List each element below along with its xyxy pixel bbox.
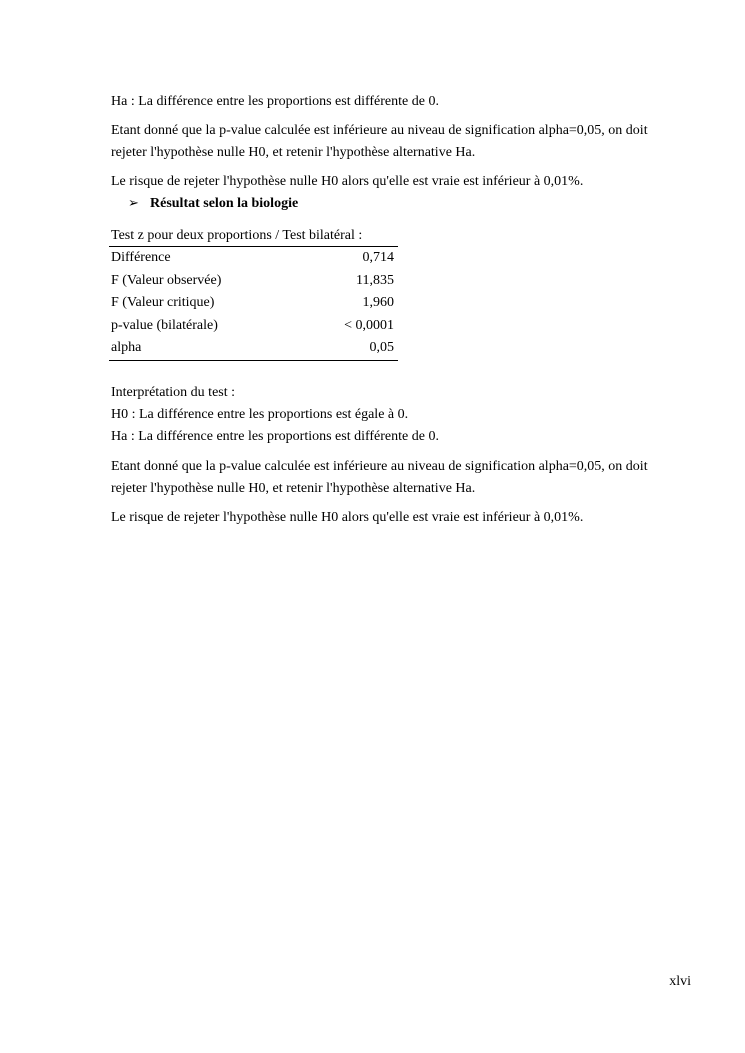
row-value: 1,960: [362, 295, 394, 311]
section-heading: [128, 195, 298, 213]
table-caption: Test z pour deux proportions / Test bilatéral :: [109, 227, 398, 247]
conclusion-line-1: Etant donné que la p-value calculée est inférieure au niveau de signification alpha=0,05, on doit: [111, 123, 648, 138]
row-value: 11,835: [356, 272, 394, 288]
table-row: [109, 247, 398, 270]
table-row: [109, 315, 398, 338]
row-value: 0,05: [369, 340, 394, 356]
risk-statement-2: Le risque de rejeter l'hypothèse nulle H0 alors qu'elle est vraie est inférieur à 0,01%.: [111, 510, 584, 525]
row-label: F (Valeur observée): [111, 272, 222, 288]
row-label: F (Valeur critique): [111, 295, 215, 311]
row-value: 0,714: [362, 250, 394, 265]
section-heading-text: Résultat selon la biologie: [150, 196, 299, 211]
conclusion-line-2-b: rejeter l'hypothèse nulle H0, et retenir l'hypothèse alternative Ha.: [111, 481, 476, 496]
table-row: [109, 292, 398, 315]
conclusion-line-1-b: Etant donné que la p-value calculée est inférieure au niveau de signification alpha=0,05, on doit: [111, 459, 648, 474]
row-label: alpha: [111, 340, 142, 356]
row-label: Différence: [111, 250, 171, 265]
row-value: < 0,0001: [344, 317, 394, 333]
interpretation-heading: Interprétation du test :: [111, 385, 236, 400]
ha-statement-2: Ha : La différence entre les proportions est différente de 0.: [111, 429, 439, 444]
results-table: [109, 227, 398, 361]
conclusion-line-2: rejeter l'hypothèse nulle H0, et retenir l'hypothèse alternative Ha.: [111, 145, 476, 160]
row-label: p-value (bilatérale): [111, 317, 218, 333]
arrow-bullet-icon: ➢: [128, 196, 139, 211]
table-row: [109, 337, 398, 361]
page-number: xlvi: [669, 974, 691, 989]
table-row: [109, 270, 398, 293]
ha-statement: Ha : La différence entre les proportions est différente de 0.: [111, 94, 439, 109]
h0-statement: H0 : La différence entre les proportions est égale à 0.: [111, 407, 409, 422]
risk-statement: Le risque de rejeter l'hypothèse nulle H0 alors qu'elle est vraie est inférieur à 0,01%.: [111, 174, 584, 189]
